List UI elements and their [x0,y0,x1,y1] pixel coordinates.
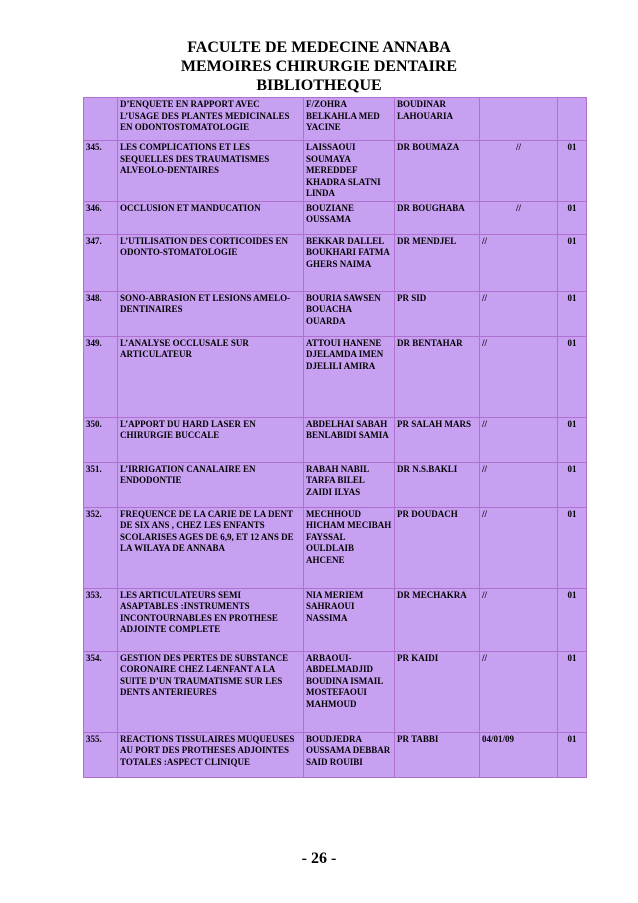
table-row [84,508,586,588]
memoire-date: 04/01/09 [480,733,557,777]
table-row [84,589,586,651]
copies-count: 01 [558,337,586,417]
table-row [84,463,586,507]
table-row [84,337,586,417]
table-row [84,141,586,201]
table-row [84,292,586,336]
row-number: 347. [84,235,117,291]
memoire-title: L’APPORT DU HARD LASER EN CHIRURGIE BUCCALE [118,418,303,462]
row-number [84,98,117,140]
row-number: 348. [84,292,117,336]
memoire-date: // [480,652,557,732]
memoire-title: FREQUENCE DE LA CARIE DE LA DENT DE SIX ANS , CHEZ LES ENFANTS SCOLARISES AGES DE 6,9, ET 12 ANS DE LA WILAYA DE ANNABA [118,508,303,588]
copies-count: 01 [558,652,586,732]
memoire-title: OCCLUSION ET MANDUCATION [118,202,303,234]
memoire-title: L’ANALYSE OCCLUSALE SUR ARTICULATEUR [118,337,303,417]
row-number: 349. [84,337,117,417]
memoire-title: GESTION DES PERTES DE SUBSTANCE CORONAIRE CHEZ L4ENFANT A LA SUITE D’UN TRAUMATISME SUR LES DENTS ANTERIEURES [118,652,303,732]
memoire-director: DR BENTAHAR [395,337,479,417]
memoires-table [83,97,587,778]
memoire-title: LES ARTICULATEURS SEMI ASAPTABLES :INSTRUMENTS INCONTOURNABLES EN PROTHESE ADJOINTE COMPLETE [118,589,303,651]
memoire-date: // [480,235,557,291]
memoire-authors: ATTOUI HANENE DJELAMDA IMEN DJELILI AMIRA [304,337,394,417]
copies-count: 01 [558,463,586,507]
copies-count: 01 [558,235,586,291]
memoire-director: PR SALAH MARS [395,418,479,462]
memoire-director: DR MENDJEL [395,235,479,291]
memoire-director: PR KAIDI [395,652,479,732]
table-row [84,418,586,462]
memoire-director: DR BOUMAZA [395,141,479,201]
memoire-title: SONO-ABRASION ET LESIONS AMELO-DENTINAIRES [118,292,303,336]
memoire-date: // [480,463,557,507]
table-row [84,733,586,777]
memoire-authors: ARBAOUI-ABDELMADJID BOUDINA ISMAIL MOSTEFAOUI MAHMOUD [304,652,394,732]
row-number: 353. [84,589,117,651]
table-row [84,652,586,732]
memoire-director: DR N.S.BAKLI [395,463,479,507]
copies-count: 01 [558,418,586,462]
memoire-authors: BOURIA SAWSEN BOUACHA OUARDA [304,292,394,336]
memoire-director: PR SID [395,292,479,336]
memoire-date: // [480,337,557,417]
row-number: 355. [84,733,117,777]
memoire-director: PR DOUDACH [395,508,479,588]
memoire-date: // [480,292,557,336]
memoire-title: L’UTILISATION DES CORTICOIDES EN ODONTO-STOMATOLOGIE [118,235,303,291]
row-number: 346. [84,202,117,234]
copies-count: 01 [558,508,586,588]
memoire-date: // [480,418,557,462]
memoire-director: DR MECHAKRA [395,589,479,651]
memoire-authors: BEKKAR DALLEL BOUKHARI FATMA GHERS NAIMA [304,235,394,291]
table-row [84,235,586,291]
memoire-authors: F/ZOHRA BELKAHLA MED YACINE [304,98,394,140]
copies-count: 01 [558,202,586,234]
memoire-date: // [480,202,557,234]
table-row [84,98,586,140]
memoire-director: DR BOUGHABA [395,202,479,234]
row-number: 351. [84,463,117,507]
memoire-authors: MECHHOUD HICHAM MECIBAH FAYSSAL OULDLAIB AHCENE [304,508,394,588]
copies-count: 01 [558,589,586,651]
memoire-title: L’IRRIGATION CANALAIRE EN ENDODONTIE [118,463,303,507]
copies-count: 01 [558,733,586,777]
memoire-director: PR TABBI [395,733,479,777]
memoire-date: // [480,141,557,201]
memoire-authors: BOUDJEDRA OUSSAMA DEBBAR SAID ROUIBI [304,733,394,777]
memoire-title: D’ENQUETE EN RAPPORT AVEC L’USAGE DES PLANTES MEDICINALES EN ODONTOSTOMATOLOGIE [118,98,303,140]
memoire-authors: NIA MERIEM SAHRAOUI NASSIMA [304,589,394,651]
copies-count: 01 [558,292,586,336]
memoire-date: // [480,589,557,651]
faculty-title: FACULTE DE MEDECINE ANNABA [187,39,451,56]
copies-count: 01 [558,141,586,201]
memoire-authors: ABDELHAI SABAH BENLABIDI SAMIA [304,418,394,462]
row-number: 354. [84,652,117,732]
page-number: - 26 - [301,850,337,867]
library-title: BIBLIOTHEQUE [256,77,382,94]
memoire-director: BOUDINAR LAHOUARIA [395,98,479,140]
memoire-authors: BOUZIANE OUSSAMA [304,202,394,234]
copies-count [558,98,586,140]
row-number: 345. [84,141,117,201]
memoire-authors: LAISSAOUI SOUMAYA MEREDDEF KHADRA SLATNI LINDA [304,141,394,201]
memoire-date [480,98,557,140]
catalog-title: MEMOIRES CHIRURGIE DENTAIRE [180,58,458,75]
memoire-title: REACTIONS TISSULAIRES MUQUEUSES AU PORT DES PROTHESES ADJOINTES TOTALES :ASPECT CLINIQUE [118,733,303,777]
memoire-authors: RABAH NABIL TARFA BILEL ZAIDI ILYAS [304,463,394,507]
row-number: 350. [84,418,117,462]
row-number: 352. [84,508,117,588]
table-row [84,202,586,234]
memoire-date: // [480,508,557,588]
page-header [0,38,638,95]
memoire-title: LES COMPLICATIONS ET LES SEQUELLES DES TRAUMATISMES ALVEOLO-DENTAIRES [118,141,303,201]
